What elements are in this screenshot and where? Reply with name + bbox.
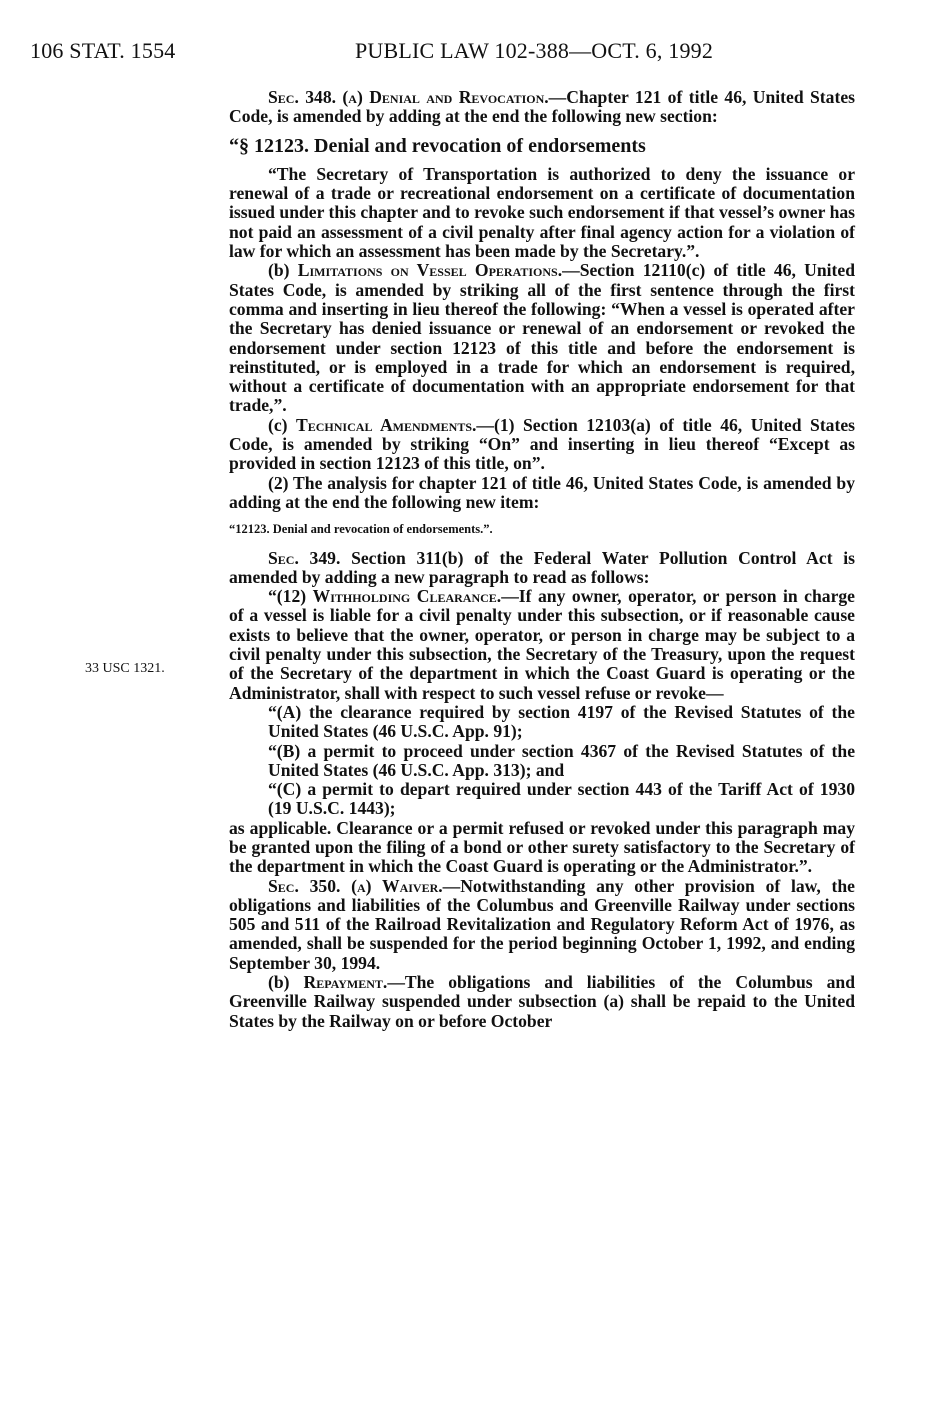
sec-348-intro: [229, 88, 855, 127]
paragraph-12-text: .—If any owner, operator, or person in charge of a vessel is liable for a civil penalty under this subsection, or if reasonable cause exists to believe that the owner, operator, or person in charge may be subject to a civil penalty under this subsection, the Secretary of the Treasury, upon the request of the Secretary of the department in which the Coast Guard is operating or the Administrator, shall with respect to such vessel refuse or revoke—: [229, 586, 855, 703]
sec-350-b-label: (b): [268, 972, 304, 993]
sec-348-c-label: (c): [268, 414, 297, 435]
sec-348-b: [229, 261, 855, 415]
item-a-text: “(A) the clearance required by section 4197 of the Revised Statutes of the United States (46 U.S.C. App. 91);: [268, 701, 855, 742]
sec-350-b-text: .—The obligations and liabilities of the Columbus and Greenville Railway suspended under subsection (a) shall be repaid to the United States by the Railway on or before October: [229, 972, 855, 1031]
sec-350-a-text: .—Notwithstanding any other provision of law, the obligations and liabilities of the Columbus and Greenville Railway under sections 505 and 511 of the Railroad Revitalization and Regulatory Reform Act of 1976, as amended, shall be suspended for the period beginning October 1, 1992, and ending September 30, 1994.: [229, 875, 855, 973]
sec-348-intro-text: .—Chapter 121 of title 46, United States Code, is amended by adding at the end the following new section:: [229, 87, 855, 127]
sec-348-c-subhead: Technical Amendments: [296, 414, 473, 435]
sec-349-label: Sec. 349.: [268, 547, 341, 568]
sec-350-b: [229, 973, 855, 1031]
sec-348-label: Sec. 348. (a): [268, 87, 370, 107]
sec-350-label: Sec. 350. (a): [268, 875, 382, 896]
paragraph-12-subhead: Withholding Clearance: [312, 586, 497, 607]
sec-349-intro-text: Section 311(b) of the Federal Water Pollution Control Act is amended by adding a new paragraph to read as follows:: [229, 547, 855, 587]
sec-349-closing: as applicable. Clearance or a permit refused or revoked under this paragraph may be granted upon the filing of a bond or other surety satisfactory to the Secretary of the department in which the Coast Guard is operating or the Administrator.”.: [229, 817, 855, 877]
item-b: [229, 742, 855, 781]
paragraph-12: [229, 587, 855, 703]
sec-350-b-subhead: Repayment: [303, 972, 383, 993]
page-stat-number: 106 STAT. 1554: [30, 38, 176, 63]
sec-348-b-subhead: Limitations on Vessel Operations: [297, 260, 558, 281]
document-body: [229, 88, 855, 1031]
sec-348-c2: (2) The analysis for chapter 121 of title 46, United States Code, is amended by adding at the end the following new item:: [229, 472, 855, 512]
running-header: PUBLIC LAW 102-388—OCT. 6, 1992: [355, 38, 714, 63]
analysis-item: “12123. Denial and revocation of endorsements.”.: [229, 522, 493, 537]
item-a: [229, 703, 855, 742]
sec-348-c: [229, 416, 855, 474]
sec-348-b-label: (b): [268, 260, 298, 281]
item-c-text: “(C) a permit to depart required under section 443 of the Tariff Act of 1930 (19 U.S.C. 1443);: [268, 779, 855, 819]
section-12123-heading: “§ 12123. Denial and revocation of endorsements: [229, 134, 646, 157]
sec-348-subhead: Denial and Revocation: [369, 87, 545, 107]
sec-349-intro: [229, 549, 855, 588]
sec-348-b-text: .—Section 12110(c) of title 46, United States Code, is amended by striking all of the first sentence through the first comma and inserting in lieu thereof the following: “When a vessel is operated after the Secretary has denied issuance or renewal of an endorsement or revoked the endorsement under section 12123 of this title and before the endorsement is reinstituted, or is employed in a trade for which an endorsement is required, without a certificate of documentation with an appropriate endorsement for that trade,”.: [229, 260, 856, 416]
item-b-text: “(B) a permit to proceed under section 4367 of the Revised Statutes of the United States (46 U.S.C. App. 313); and: [268, 740, 855, 780]
section-12123-text: “The Secretary of Transportation is authorized to deny the issuance or renewal of a trade or recreational endorsement on a certificate of documentation issued under this chapter and to revoke such endorsement if that vessel’s owner has not paid an assessment of a civil penalty after final agency action for a violation of law for which an assessment has been made by the Secretary.”.: [229, 163, 855, 262]
paragraph-12-label: “(12): [268, 586, 313, 607]
item-c: [229, 780, 855, 819]
sec-350-a: [229, 877, 855, 973]
sec-350-a-subhead: Waiver: [381, 875, 439, 896]
margin-citation: 33 USC 1321.: [85, 661, 165, 676]
sec-348-c-text: .—(1) Section 12103(a) of title 46, United States Code, is amended by striking “On” and inserting in lieu thereof “Except as provided in section 12123 of this title, on”.: [229, 414, 855, 474]
